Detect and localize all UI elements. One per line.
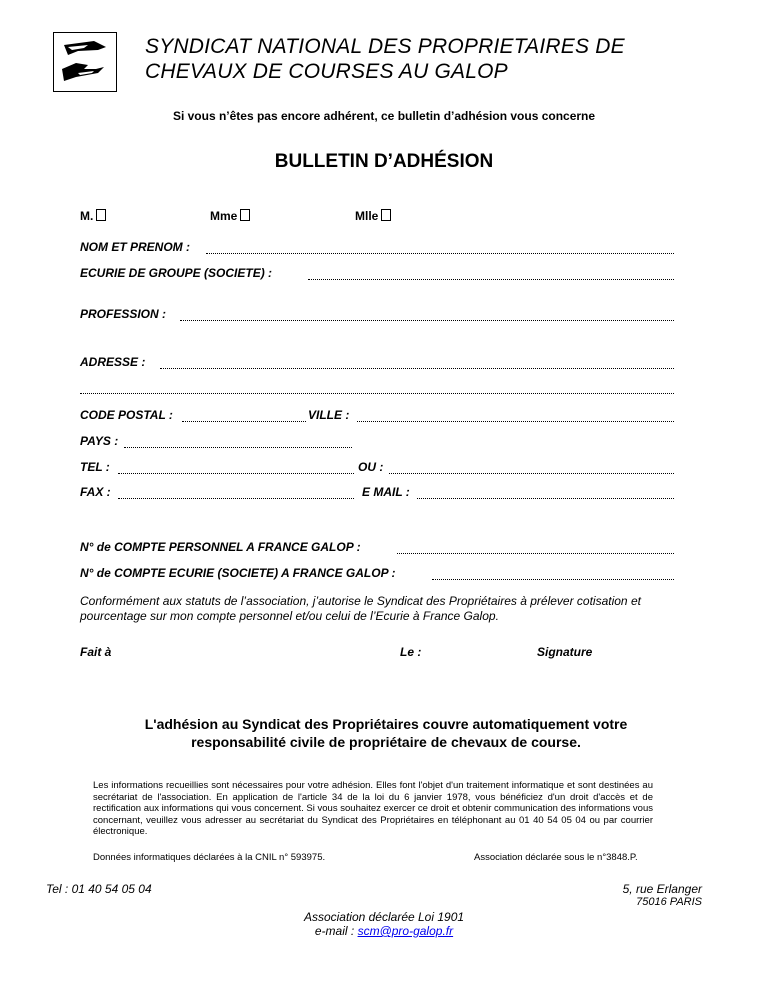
ou-field[interactable] (389, 473, 674, 474)
org-line-1: SYNDICAT NATIONAL DES PROPRIETAIRES DE (145, 35, 625, 58)
pays-label: PAYS : (80, 434, 119, 448)
civility-mme-checkbox[interactable] (240, 209, 250, 221)
organization-name (145, 34, 625, 84)
civility-m-label: M. (80, 209, 94, 223)
civility-mlle[interactable] (355, 209, 391, 223)
adresse-label: ADRESSE : (80, 355, 146, 369)
civility-m-checkbox[interactable] (96, 209, 106, 221)
tel-label: TEL : (80, 460, 110, 474)
nom-field[interactable] (206, 253, 674, 254)
le-label: Le : (400, 645, 422, 659)
email-label: E MAIL : (362, 485, 410, 499)
footer-assoc: Association déclarée Loi 1901 (303, 910, 465, 924)
org-line-2: CHEVAUX DE COURSES AU GALOP (145, 60, 508, 83)
hands-logo-icon (54, 33, 116, 91)
footer-email-label: e-mail : (314, 924, 358, 938)
compte-personnel-label: N° de COMPTE PERSONNEL A FRANCE GALOP : (80, 540, 361, 554)
association-number: Association déclarée sous le n°3848.P. (474, 852, 638, 863)
adresse-field-line-2[interactable] (80, 393, 674, 394)
insurance-notice: L'adhésion au Syndicat des Propriétaires couvre automatiquement votre responsabilité civile de propriétaire de chevaux de course. (144, 716, 628, 750)
adresse-field[interactable] (160, 368, 674, 369)
ecurie-field[interactable] (308, 279, 674, 280)
consent-text: Conformément aux statuts de l’association, j’autorise le Syndicat des Propriétaires à prélever cotisation et pourcentage sur mon compte personnel et/ou celui de l’Ecurie à France Galop. (80, 594, 641, 623)
ville-label: VILLE : (308, 408, 350, 422)
cnil-declaration: Données informatiques déclarées à la CNIL n° 593975. (93, 852, 326, 863)
footer-address-street: 5, rue Erlanger (622, 882, 702, 896)
ou-label: OU : (358, 460, 384, 474)
fait-a-label: Fait à (80, 645, 112, 659)
tel-field[interactable] (118, 473, 354, 474)
compte-personnel-field[interactable] (397, 553, 674, 554)
footer-address-city: 75016 PARIS (636, 896, 702, 908)
fax-field[interactable] (118, 498, 354, 499)
signature-label: Signature (537, 645, 593, 659)
footer-email-link[interactable]: scm@pro-galop.fr (357, 924, 454, 938)
code-postal-label: CODE POSTAL : (80, 408, 173, 422)
footer-email-line (0, 924, 768, 938)
logo (53, 32, 117, 92)
page-title: BULLETIN D’ADHÉSION (274, 151, 494, 172)
intro-text: Si vous n’êtes pas encore adhérent, ce bulletin d’adhésion vous concerne (172, 109, 596, 123)
compte-ecurie-label: N° de COMPTE ECURIE (SOCIETE) A FRANCE GALOP : (80, 566, 396, 580)
nom-label: NOM ET PRENOM : (80, 240, 190, 254)
footer-center (0, 910, 768, 938)
civility-mlle-checkbox[interactable] (381, 209, 391, 221)
civility-mme[interactable] (210, 209, 250, 223)
profession-label: PROFESSION : (80, 307, 167, 321)
footer-tel: Tel : 01 40 54 05 04 (46, 882, 152, 896)
profession-field[interactable] (180, 320, 674, 321)
fax-label: FAX : (80, 485, 111, 499)
pays-field[interactable] (124, 447, 352, 448)
email-field[interactable] (417, 498, 674, 499)
footer-address (623, 882, 702, 908)
civility-mlle-label: Mlle (355, 209, 379, 223)
privacy-notice: Les informations recueillies sont nécessaires pour votre adhésion. Elles font l'objet d'un traitement informatique et sont destinées au secrétariat de l'association. En application de l'article 34 de la loi du 6 janvier 1978, vous bénéficiez d'un droit d'accès et de rectification aux informations qui vous concernent. Si vous souhaitez exercer ce droit et obtenir communication des informations vous concernant, veuillez vous adresser au secrétariat du Syndicat des Propriétaires en téléphonant au 01 40 54 05 04 ou par courrier électronique. (93, 780, 653, 837)
ecurie-label: ECURIE DE GROUPE (SOCIETE) : (80, 266, 273, 280)
civility-mme-label: Mme (210, 209, 238, 223)
compte-ecurie-field[interactable] (432, 579, 674, 580)
civility-m[interactable] (80, 209, 106, 223)
code-postal-field[interactable] (182, 421, 306, 422)
ville-field[interactable] (357, 421, 674, 422)
